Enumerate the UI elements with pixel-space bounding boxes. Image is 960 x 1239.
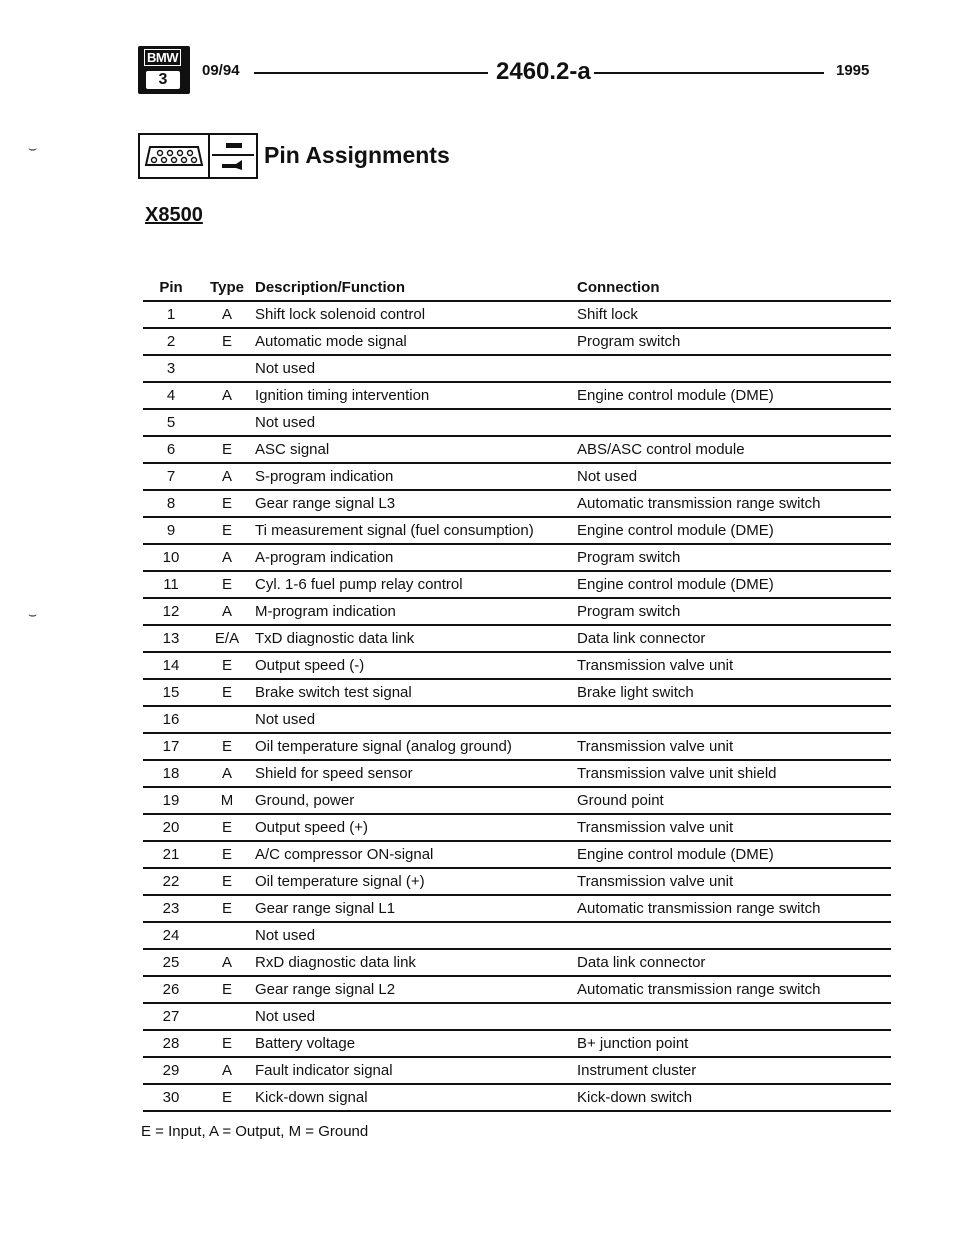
cell-type: A xyxy=(199,760,255,787)
scan-mark: ⌣ xyxy=(28,140,38,156)
cell-connection xyxy=(577,706,891,733)
cell-connection: Automatic transmission range switch xyxy=(577,895,891,922)
cell-pin: 4 xyxy=(143,382,199,409)
cell-connection: Transmission valve unit xyxy=(577,814,891,841)
series-number: 3 xyxy=(146,71,180,89)
cell-pin: 18 xyxy=(143,760,199,787)
cell-pin: 2 xyxy=(143,328,199,355)
cell-connection: Transmission valve unit xyxy=(577,652,891,679)
connector-id: X8500 xyxy=(145,204,203,226)
table-row xyxy=(143,625,891,652)
table-row xyxy=(143,814,891,841)
connector-icon xyxy=(138,133,210,179)
table-row xyxy=(143,463,891,490)
cell-description: Fault indicator signal xyxy=(255,1057,577,1084)
cell-description: Not used xyxy=(255,1003,577,1030)
cell-connection: Brake light switch xyxy=(577,679,891,706)
cell-type xyxy=(199,409,255,436)
table-row xyxy=(143,436,891,463)
cell-connection: Transmission valve unit shield xyxy=(577,760,891,787)
cell-connection: Data link connector xyxy=(577,625,891,652)
table-row xyxy=(143,652,891,679)
cell-type: E/A xyxy=(199,625,255,652)
cell-pin: 8 xyxy=(143,490,199,517)
cell-connection xyxy=(577,355,891,382)
cell-pin: 26 xyxy=(143,976,199,1003)
cell-type: E xyxy=(199,328,255,355)
cell-description: Brake switch test signal xyxy=(255,679,577,706)
cell-description: Shift lock solenoid control xyxy=(255,301,577,328)
cell-description: Gear range signal L3 xyxy=(255,490,577,517)
cell-connection: Kick-down switch xyxy=(577,1084,891,1111)
cell-pin: 29 xyxy=(143,1057,199,1084)
table-row xyxy=(143,328,891,355)
cell-connection: Engine control module (DME) xyxy=(577,841,891,868)
cell-pin: 11 xyxy=(143,571,199,598)
cell-pin: 7 xyxy=(143,463,199,490)
cell-connection: Engine control module (DME) xyxy=(577,571,891,598)
cell-description: Not used xyxy=(255,355,577,382)
cell-description: Output speed (+) xyxy=(255,814,577,841)
cell-pin: 13 xyxy=(143,625,199,652)
type-legend: E = Input, A = Output, M = Ground xyxy=(141,1123,369,1140)
cell-type: E xyxy=(199,517,255,544)
table-body xyxy=(143,301,891,1111)
cell-connection: Engine control module (DME) xyxy=(577,382,891,409)
cell-pin: 27 xyxy=(143,1003,199,1030)
table-row xyxy=(143,841,891,868)
table-row xyxy=(143,733,891,760)
cell-description: Ground, power xyxy=(255,787,577,814)
document-number: 2460.2-a xyxy=(496,58,591,85)
cell-type: E xyxy=(199,1030,255,1057)
cell-type: A xyxy=(199,1057,255,1084)
cell-pin: 20 xyxy=(143,814,199,841)
cell-pin: 23 xyxy=(143,895,199,922)
table-row xyxy=(143,706,891,733)
table-row xyxy=(143,1030,891,1057)
cell-connection: Automatic transmission range switch xyxy=(577,490,891,517)
cell-pin: 25 xyxy=(143,949,199,976)
cell-description: Shield for speed sensor xyxy=(255,760,577,787)
table-row xyxy=(143,679,891,706)
cell-description: Battery voltage xyxy=(255,1030,577,1057)
cell-type: M xyxy=(199,787,255,814)
page-header xyxy=(138,46,882,94)
cell-connection: B+ junction point xyxy=(577,1030,891,1057)
table-row xyxy=(143,976,891,1003)
cell-description: Ignition timing intervention xyxy=(255,382,577,409)
cell-description: Ti measurement signal (fuel consumption) xyxy=(255,517,577,544)
cell-description: A/C compressor ON-signal xyxy=(255,841,577,868)
table-row xyxy=(143,544,891,571)
model-year: 1995 xyxy=(836,62,870,79)
cell-pin: 16 xyxy=(143,706,199,733)
table-row xyxy=(143,571,891,598)
cell-type: E xyxy=(199,490,255,517)
cell-type: E xyxy=(199,733,255,760)
cell-type xyxy=(199,922,255,949)
cell-type: A xyxy=(199,598,255,625)
cell-description: Oil temperature signal (analog ground) xyxy=(255,733,577,760)
cell-description: Not used xyxy=(255,409,577,436)
cell-pin: 5 xyxy=(143,409,199,436)
cell-connection: Program switch xyxy=(577,598,891,625)
cell-type: E xyxy=(199,976,255,1003)
column-header-pin: Pin xyxy=(143,275,199,301)
table-row xyxy=(143,760,891,787)
cell-type xyxy=(199,1003,255,1030)
cell-connection xyxy=(577,922,891,949)
table-row xyxy=(143,409,891,436)
cell-description: Kick-down signal xyxy=(255,1084,577,1111)
cell-description: Not used xyxy=(255,706,577,733)
cell-description: Not used xyxy=(255,922,577,949)
cell-connection: Transmission valve unit xyxy=(577,733,891,760)
cell-connection xyxy=(577,1003,891,1030)
cell-connection: Engine control module (DME) xyxy=(577,517,891,544)
cell-description: M-program indication xyxy=(255,598,577,625)
bmw-logo-text: BMW xyxy=(144,49,181,66)
header-rule-right xyxy=(594,72,824,74)
table-row xyxy=(143,787,891,814)
table-row xyxy=(143,868,891,895)
cell-type: A xyxy=(199,949,255,976)
cell-connection: Transmission valve unit xyxy=(577,868,891,895)
cell-description: A-program indication xyxy=(255,544,577,571)
cell-type: E xyxy=(199,814,255,841)
cell-type: E xyxy=(199,895,255,922)
table-row xyxy=(143,517,891,544)
title-row xyxy=(138,133,638,181)
cell-connection: Program switch xyxy=(577,328,891,355)
cell-description: TxD diagnostic data link xyxy=(255,625,577,652)
cell-pin: 19 xyxy=(143,787,199,814)
cell-description: Output speed (-) xyxy=(255,652,577,679)
column-header-description: Description/Function xyxy=(255,275,577,301)
table-row xyxy=(143,1084,891,1111)
cell-type: E xyxy=(199,841,255,868)
cell-type: E xyxy=(199,436,255,463)
cell-description: Gear range signal L1 xyxy=(255,895,577,922)
table-row xyxy=(143,490,891,517)
page-title: Pin Assignments xyxy=(264,142,450,168)
table-header xyxy=(143,275,891,301)
table-row xyxy=(143,895,891,922)
cell-pin: 1 xyxy=(143,301,199,328)
cell-connection: ABS/ASC control module xyxy=(577,436,891,463)
header-rule-left xyxy=(254,72,488,74)
cell-pin: 17 xyxy=(143,733,199,760)
cell-type: E xyxy=(199,652,255,679)
cell-connection: Automatic transmission range switch xyxy=(577,976,891,1003)
cell-connection: Not used xyxy=(577,463,891,490)
table-row xyxy=(143,922,891,949)
table-row xyxy=(143,382,891,409)
cell-connection: Program switch xyxy=(577,544,891,571)
cell-description: ASC signal xyxy=(255,436,577,463)
cell-pin: 10 xyxy=(143,544,199,571)
cell-pin: 24 xyxy=(143,922,199,949)
bmw-series-logo xyxy=(138,46,190,94)
pin-assignment-table xyxy=(143,275,891,1112)
cell-connection: Ground point xyxy=(577,787,891,814)
table-row xyxy=(143,301,891,328)
pin-plug-icon xyxy=(210,133,258,179)
cell-type: A xyxy=(199,544,255,571)
table-row xyxy=(143,1057,891,1084)
cell-connection xyxy=(577,409,891,436)
cell-description: RxD diagnostic data link xyxy=(255,949,577,976)
cell-pin: 30 xyxy=(143,1084,199,1111)
header-date: 09/94 xyxy=(202,62,240,79)
cell-pin: 6 xyxy=(143,436,199,463)
cell-description: Cyl. 1-6 fuel pump relay control xyxy=(255,571,577,598)
cell-pin: 14 xyxy=(143,652,199,679)
table-row xyxy=(143,598,891,625)
cell-type: E xyxy=(199,679,255,706)
cell-type: A xyxy=(199,382,255,409)
cell-pin: 15 xyxy=(143,679,199,706)
table-row xyxy=(143,949,891,976)
table-row xyxy=(143,355,891,382)
cell-pin: 3 xyxy=(143,355,199,382)
cell-type: A xyxy=(199,301,255,328)
cell-pin: 12 xyxy=(143,598,199,625)
cell-pin: 9 xyxy=(143,517,199,544)
cell-pin: 22 xyxy=(143,868,199,895)
cell-description: Gear range signal L2 xyxy=(255,976,577,1003)
cell-description: S-program indication xyxy=(255,463,577,490)
cell-type: E xyxy=(199,571,255,598)
cell-type: E xyxy=(199,1084,255,1111)
cell-type xyxy=(199,355,255,382)
cell-pin: 21 xyxy=(143,841,199,868)
column-header-type: Type xyxy=(199,275,255,301)
cell-pin: 28 xyxy=(143,1030,199,1057)
cell-connection: Shift lock xyxy=(577,301,891,328)
cell-connection: Instrument cluster xyxy=(577,1057,891,1084)
cell-connection: Data link connector xyxy=(577,949,891,976)
cell-type xyxy=(199,706,255,733)
cell-description: Automatic mode signal xyxy=(255,328,577,355)
column-header-connection: Connection xyxy=(577,275,891,301)
cell-description: Oil temperature signal (+) xyxy=(255,868,577,895)
table-row xyxy=(143,1003,891,1030)
cell-type: A xyxy=(199,463,255,490)
scan-mark: ⌣ xyxy=(28,606,38,622)
cell-type: E xyxy=(199,868,255,895)
